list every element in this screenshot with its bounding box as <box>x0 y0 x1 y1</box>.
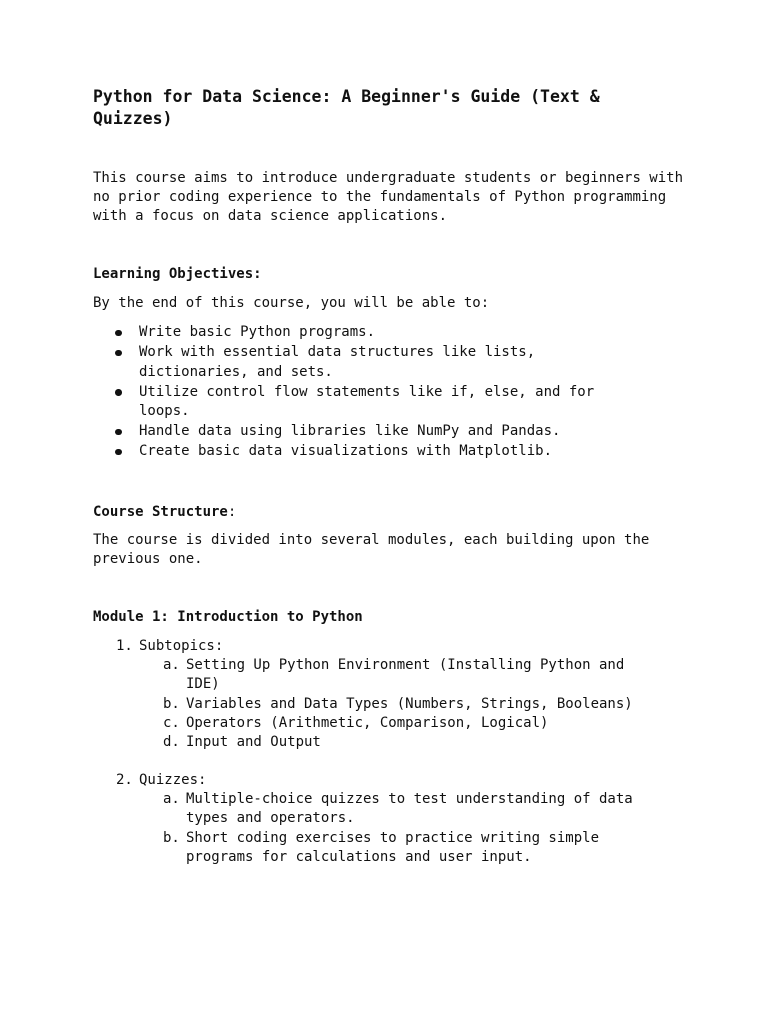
module-1-section-2 <box>93 771 693 867</box>
list-item <box>93 656 656 694</box>
list-item <box>93 829 656 867</box>
list-item <box>93 383 613 422</box>
list-item <box>93 422 613 442</box>
bullet-icon <box>115 350 122 357</box>
structure-paragraph: The course is divided into several modules, each building upon the previous one. <box>93 532 650 568</box>
list-item-text: Utilize control flow statements like if, else, and for loops. <box>139 383 595 420</box>
structure-heading-text: Course Structure <box>93 504 228 520</box>
list-item <box>93 733 656 752</box>
item-letter: d. <box>163 734 180 751</box>
item-letter: c. <box>163 714 180 731</box>
item-letter: a. <box>163 791 180 808</box>
list-item <box>93 323 613 343</box>
list-item-text: Handle data using libraries like NumPy and Pandas. <box>139 423 561 440</box>
list-item <box>93 343 613 382</box>
item-letter: b. <box>163 829 180 846</box>
list-item <box>93 790 656 828</box>
list-item-text: Work with essential data structures like lists, dictionaries, and sets. <box>139 344 536 380</box>
bullet-icon <box>115 389 122 396</box>
list-item <box>93 695 656 714</box>
document-title: Python for Data Science: A Beginner's Guide (Text & Quizzes) <box>93 87 600 128</box>
objectives-list <box>93 323 613 462</box>
section-label-row <box>93 771 693 790</box>
quizzes-list <box>93 790 693 867</box>
module-1-section-1 <box>93 637 693 752</box>
section-label-row <box>93 637 693 656</box>
item-letter: b. <box>163 695 180 712</box>
section-number: 2. <box>116 772 133 788</box>
objectives-lead: By the end of this course, you will be able to: <box>93 295 490 311</box>
objectives-heading: Learning Objectives: <box>93 266 262 282</box>
structure-heading-colon: : <box>227 504 237 520</box>
item-text: Input and Output <box>186 734 321 751</box>
bullet-icon <box>115 330 122 337</box>
item-text: Multiple-choice quizzes to test understanding of data types and operators. <box>186 791 633 827</box>
list-item <box>93 442 613 462</box>
structure-heading <box>93 503 236 522</box>
section-label: Subtopics: <box>139 638 224 654</box>
section-number: 1. <box>116 638 133 654</box>
module-1-heading: Module 1: Introduction to Python <box>93 609 363 625</box>
item-text: Setting Up Python Environment (Installing Python and IDE) <box>186 657 625 693</box>
list-item-text: Write basic Python programs. <box>139 324 376 340</box>
bullet-icon <box>115 449 122 456</box>
intro-paragraph: This course aims to introduce undergraduate students or beginners with no prior coding experience to the fundamentals of Python programming with a focus on data science applications. <box>93 170 684 225</box>
item-text: Operators (Arithmetic, Comparison, Logical) <box>186 714 549 731</box>
section-label: Quizzes: <box>139 772 207 788</box>
item-text: Variables and Data Types (Numbers, Strings, Booleans) <box>186 695 633 712</box>
item-letter: a. <box>163 657 180 674</box>
bullet-icon <box>115 429 122 436</box>
list-item <box>93 714 656 733</box>
item-text: Short coding exercises to practice writing simple programs for calculations and user input. <box>186 829 600 865</box>
subtopics-list <box>93 656 693 752</box>
list-item-text: Create basic data visualizations with Matplotlib. <box>139 443 553 460</box>
